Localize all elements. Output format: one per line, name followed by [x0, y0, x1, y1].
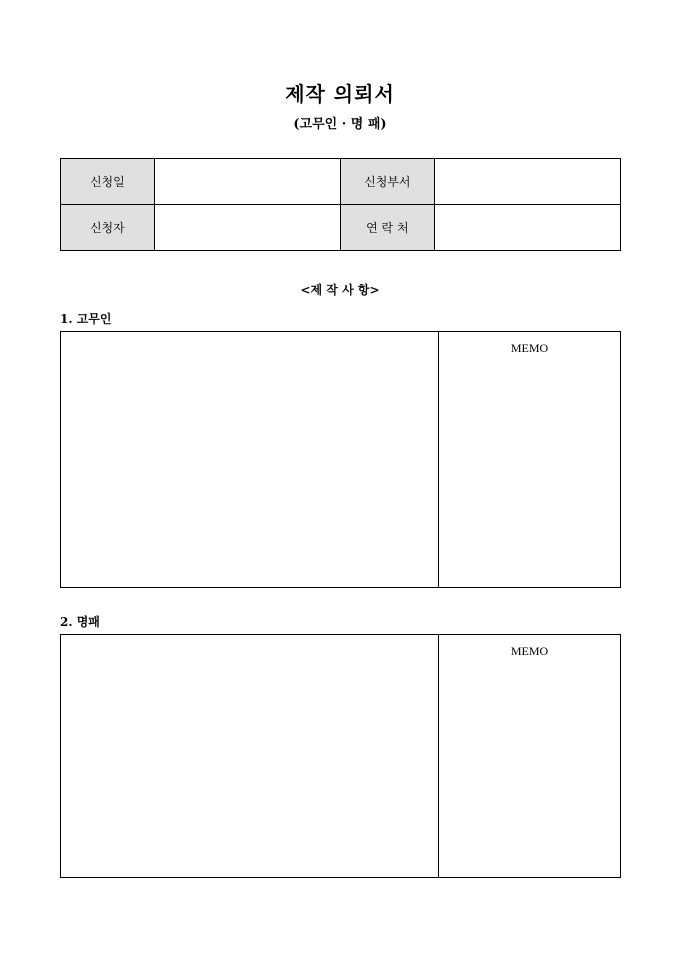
document-title: 제작 의뢰서: [285, 82, 395, 106]
nameplate-content-area[interactable]: [61, 635, 439, 877]
nameplate-box: [60, 634, 621, 878]
contact-label: 연 락 처: [340, 205, 434, 251]
applicant-field[interactable]: [154, 205, 340, 251]
applicant-label: 신청자: [61, 205, 155, 251]
department-field[interactable]: [434, 159, 620, 205]
application-date-label: 신청일: [61, 159, 155, 205]
memo-label: MEMO: [510, 341, 549, 355]
applicant-info-table: [60, 158, 621, 251]
production-details-heading: <제 작 사 항>: [300, 283, 380, 297]
table-row: [61, 205, 621, 251]
document-subtitle: (고무인 · 명 패): [293, 117, 387, 132]
nameplate-heading: 2. 명패: [60, 615, 100, 629]
department-label: 신청부서: [340, 159, 434, 205]
rubber-stamp-heading: 1. 고무인: [60, 312, 112, 326]
rubber-stamp-memo-area[interactable]: [439, 332, 620, 587]
table-row: [61, 159, 621, 205]
memo-label: MEMO: [510, 644, 549, 658]
rubber-stamp-box: [60, 331, 621, 588]
application-date-field[interactable]: [154, 159, 340, 205]
contact-field[interactable]: [434, 205, 620, 251]
nameplate-memo-area[interactable]: [439, 635, 620, 877]
rubber-stamp-content-area[interactable]: [61, 332, 439, 587]
